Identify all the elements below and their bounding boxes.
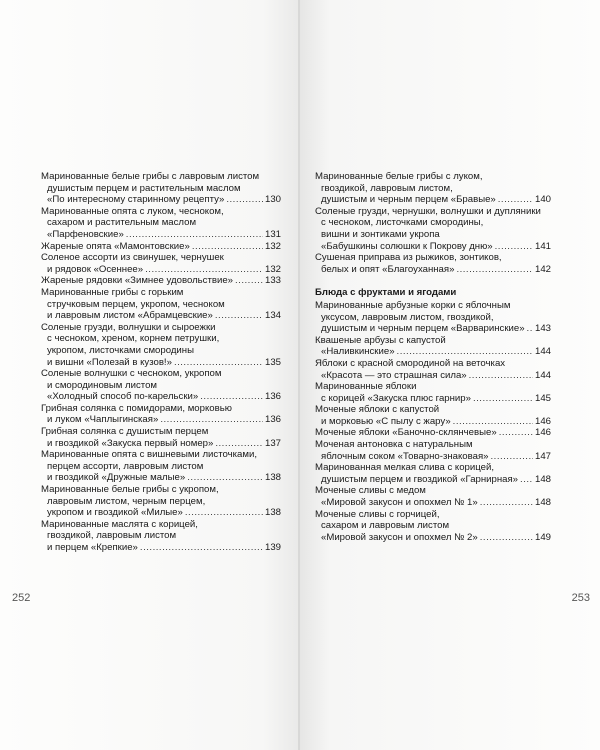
toc-entry-text: стручковым перцем, укропом, чесноком	[47, 298, 225, 310]
dot-leader	[499, 427, 533, 439]
toc-entry-text: гвоздикой, лавровым листом	[47, 530, 177, 542]
toc-entry-last-line	[41, 507, 281, 519]
toc-page-number: 136	[264, 391, 281, 403]
toc-page-number: 138	[264, 472, 281, 484]
toc-entry-last-line	[41, 414, 281, 426]
dot-leader	[126, 229, 263, 241]
toc-entry-text: лавровым листом, черным перцем,	[47, 495, 206, 507]
dot-leader	[527, 323, 533, 335]
toc-entry-text: «Бабушкины солюшки к Покрову дню»	[321, 240, 493, 252]
toc-entry-text: Квашеные арбузы с капустой	[315, 334, 446, 346]
toc-entry-text: и рядовок «Осеннее»	[47, 263, 144, 275]
toc-entry-text: с чесноком, хреном, корнем петрушки,	[47, 333, 220, 345]
toc-entry-text: Соленые грузди, волнушки и сыроежки	[41, 321, 216, 333]
toc-entry-text: гвоздикой, лавровым листом,	[321, 182, 453, 194]
toc-entry-text: «Мировой закусон и опохмел № 1»	[321, 497, 478, 509]
toc-entry-text: «Парфеновские»	[47, 228, 124, 240]
toc-entry	[315, 252, 551, 275]
dot-leader	[520, 474, 533, 486]
toc-page-number: 134	[264, 310, 281, 322]
toc-entry	[41, 241, 281, 253]
toc-entry-text: Грибная солянка с помидорами, морковью	[41, 402, 232, 414]
toc-entry-text: «Красота — это страшная сила»	[321, 369, 467, 381]
toc-page-number: 130	[264, 194, 281, 206]
left-toc	[41, 171, 281, 554]
dot-leader	[140, 542, 263, 554]
toc-page-number: 146	[534, 427, 551, 439]
toc-entry-last-line	[315, 427, 551, 439]
toc-entry-last-line	[315, 451, 551, 463]
dot-leader	[235, 275, 263, 287]
toc-entry-text: душистым перцем и растительным маслом	[47, 182, 241, 194]
toc-entry	[41, 449, 281, 484]
toc-page-number: 149	[534, 531, 551, 543]
toc-entry-last-line	[41, 357, 281, 369]
toc-entry-last-line	[315, 323, 551, 335]
toc-entry-text: укропом и гвоздикой «Милые»	[47, 507, 183, 519]
toc-entry	[315, 300, 551, 335]
dot-leader	[469, 370, 533, 382]
dot-leader	[187, 472, 263, 484]
toc-page-number: 138	[264, 507, 281, 519]
dot-leader	[200, 391, 263, 403]
dot-leader	[215, 438, 263, 450]
toc-entry-last-line	[315, 194, 551, 206]
toc-entry-text: Соленые волнушки с чесноком, укропом	[41, 368, 222, 380]
dot-leader	[490, 451, 533, 463]
toc-entry	[315, 404, 551, 427]
toc-entry-text: и смородиновым листом	[47, 379, 158, 391]
toc-page-number: 143	[534, 323, 551, 335]
toc-entry-last-line	[41, 438, 281, 450]
toc-entry-text: с корицей «Закуска плюс гарнир»	[321, 392, 471, 404]
dot-leader	[480, 497, 533, 509]
toc-entry-text: Грибная солянка с душистым перцем	[41, 426, 209, 438]
toc-page-number: 132	[264, 240, 281, 252]
page-number: 252	[12, 592, 31, 604]
toc-entry-text: вишни и зонтиками укропа	[321, 228, 440, 240]
toc-entry	[41, 275, 281, 287]
toc-entry-text: с чесноком, листочками смородины,	[321, 217, 484, 229]
toc-entry-last-line	[315, 346, 551, 358]
toc-entry	[41, 519, 281, 554]
toc-entry-text: и перцем «Крепкие»	[47, 542, 138, 553]
toc-entry-text: Жареные опята «Мамонтовские»	[41, 240, 190, 252]
toc-page-number: 139	[264, 542, 281, 553]
toc-entry-last-line	[315, 474, 551, 486]
toc-page-number: 145	[534, 392, 551, 404]
dot-leader	[473, 393, 533, 405]
toc-entry-last-line	[41, 241, 281, 253]
dot-leader	[453, 416, 533, 428]
toc-entry-text: Моченые яблоки с капустой	[315, 404, 440, 416]
toc-page-number: 144	[534, 369, 551, 381]
toc-entry	[41, 171, 281, 206]
toc-entry-text: Маринованные маслята с корицей,	[41, 518, 198, 530]
toc-page-number: 136	[264, 414, 281, 426]
toc-entry	[41, 287, 281, 322]
dot-leader	[480, 532, 533, 544]
toc-list-before	[315, 171, 551, 275]
toc-entry-last-line	[315, 532, 551, 544]
toc-entry-text: Маринованные яблоки	[315, 381, 417, 393]
toc-page-number: 142	[534, 263, 551, 275]
toc-entry	[41, 368, 281, 403]
toc-page-number: 144	[534, 346, 551, 358]
toc-entry	[315, 335, 551, 358]
dot-leader	[498, 194, 533, 206]
toc-entry-text: и гвоздикой «Закуска первый номер»	[47, 437, 214, 449]
toc-entry-text: и морковью «С пылу с жару»	[321, 415, 451, 427]
toc-entry-text: Маринованные опята с вишневыми листочками,	[41, 449, 257, 461]
toc-entry-text: уксусом, лавровым листом, гвоздикой,	[321, 311, 494, 323]
toc-page-number: 135	[264, 356, 281, 368]
toc-entry-last-line	[41, 542, 281, 554]
toc-entry-text: Моченые яблоки «Баночно-склянчевые»	[315, 427, 497, 439]
dot-leader	[456, 264, 533, 276]
toc-entry-text: Маринованные белые грибы с лавровым листом	[41, 171, 260, 182]
toc-entry	[315, 462, 551, 485]
left-page	[0, 0, 299, 750]
toc-entry-text: Маринованные опята с луком, чесноком,	[41, 205, 224, 217]
toc-entry-last-line	[315, 393, 551, 405]
toc-entry-last-line	[315, 497, 551, 509]
toc-entry	[41, 426, 281, 449]
toc-page-number: 132	[264, 263, 281, 275]
section-title: Блюда с фруктами и ягодами	[315, 287, 457, 299]
dot-leader	[192, 241, 263, 253]
toc-page-number: 133	[264, 275, 281, 287]
dot-leader	[160, 414, 263, 426]
toc-entry	[315, 439, 551, 462]
toc-entry-text: «Холодный способ по-карельски»	[47, 391, 199, 403]
dot-leader	[397, 346, 533, 358]
toc-page-number: 141	[534, 240, 551, 252]
toc-entry-last-line	[41, 264, 281, 276]
toc-entry-last-line	[315, 416, 551, 428]
toc-entry	[315, 485, 551, 508]
toc-entry	[41, 484, 281, 519]
toc-entry-last-line	[41, 391, 281, 403]
toc-entry-text: Жареные рядовки «Зимнее удовольствие»	[41, 275, 234, 287]
toc-page-number: 131	[264, 228, 281, 240]
toc-entry-text: Маринованные грибы с горьким	[41, 286, 184, 298]
toc-entry-text: душистым и черным перцем «Варваринские»	[321, 323, 525, 335]
toc-entry-text: «Мировой закусон и опохмел № 2»	[321, 531, 478, 543]
toc-entry-last-line	[41, 275, 281, 287]
dot-leader	[174, 357, 263, 369]
toc-entry-text: сахаром и лавровым листом	[321, 520, 450, 532]
toc-entry	[41, 322, 281, 368]
page-number: 253	[571, 592, 590, 604]
toc-entry-text: Моченые сливы с медом	[315, 485, 426, 497]
dot-leader	[145, 264, 263, 276]
toc-entry	[315, 509, 551, 544]
toc-page-number: 148	[534, 473, 551, 485]
toc-entry	[315, 381, 551, 404]
dot-leader	[215, 310, 263, 322]
toc-page-number: 140	[534, 194, 551, 206]
toc-list-after	[315, 300, 551, 543]
toc-entry-text: Маринованная мелкая слива с корицей,	[315, 462, 494, 474]
toc-page-number: 147	[534, 450, 551, 462]
toc-entry-last-line	[41, 472, 281, 484]
toc-entry-text: и луком «Чаплыгинская»	[47, 414, 159, 426]
toc-entry-text: Соленое ассорти из свинушек, чернушек	[41, 252, 224, 264]
dot-leader	[495, 241, 533, 253]
toc-entry-text: и лавровым листом «Абрамцевские»	[47, 310, 213, 322]
toc-entry-text: «Наливкинские»	[321, 346, 395, 358]
toc-entry-text: перцем ассорти, лавровым листом	[47, 460, 204, 472]
toc-entry-last-line	[41, 194, 281, 206]
toc-page-number: 148	[534, 497, 551, 509]
toc-entry-text: Сушеная приправа из рыжиков, зонтиков,	[315, 252, 502, 264]
toc-entry	[41, 206, 281, 241]
toc-entry-text: укропом, листочками смородины	[47, 344, 194, 356]
toc-entry-text: «По интересному старинному рецепту»	[47, 194, 225, 206]
toc-entry-text: белых и опят «Благоуханная»	[321, 263, 455, 275]
toc-entry-text: Моченые сливы с горчицей,	[315, 508, 440, 520]
toc-entry	[41, 403, 281, 426]
toc-entry-text: Яблоки с красной смородиной на веточках	[315, 357, 506, 369]
toc-entry-text: душистым перцем и гвоздикой «Гарнирная»	[321, 473, 519, 485]
dot-leader	[226, 194, 263, 206]
toc-entry-last-line	[315, 264, 551, 276]
toc-entry-text: Маринованные белые грибы с укропом,	[41, 484, 219, 496]
toc-entry	[315, 427, 551, 439]
toc-entry-text: и вишни «Полезай в кузов!»	[47, 356, 172, 368]
toc-entry-text: душистым и черным перцем «Бравые»	[321, 194, 496, 206]
toc-entry-text: сахаром и растительным маслом	[47, 217, 197, 229]
toc-entry-last-line	[315, 241, 551, 253]
right-toc	[315, 171, 551, 543]
right-page	[300, 0, 600, 750]
toc-entry	[315, 206, 551, 252]
toc-page-number: 137	[264, 437, 281, 449]
toc-entry	[315, 358, 551, 381]
toc-entry-text: Маринованные белые грибы с луком,	[315, 171, 483, 182]
dot-leader	[185, 507, 263, 519]
toc-entry-text: и гвоздикой «Дружные малые»	[47, 472, 186, 484]
toc-entry	[315, 171, 551, 206]
toc-entry-last-line	[41, 310, 281, 322]
toc-page-number: 146	[534, 415, 551, 427]
toc-entry-text: Соленые грузди, чернушки, волнушки и дупляники	[315, 205, 541, 217]
toc-entry-text: яблочным соком «Товарно-знаковая»	[321, 450, 489, 462]
toc-entry-last-line	[315, 370, 551, 382]
toc-entry-text: Маринованные арбузные корки с яблочным	[315, 299, 511, 311]
toc-entry-last-line	[41, 229, 281, 241]
toc-entry-text: Моченая антоновка с натуральным	[315, 439, 473, 451]
toc-entry	[41, 252, 281, 275]
